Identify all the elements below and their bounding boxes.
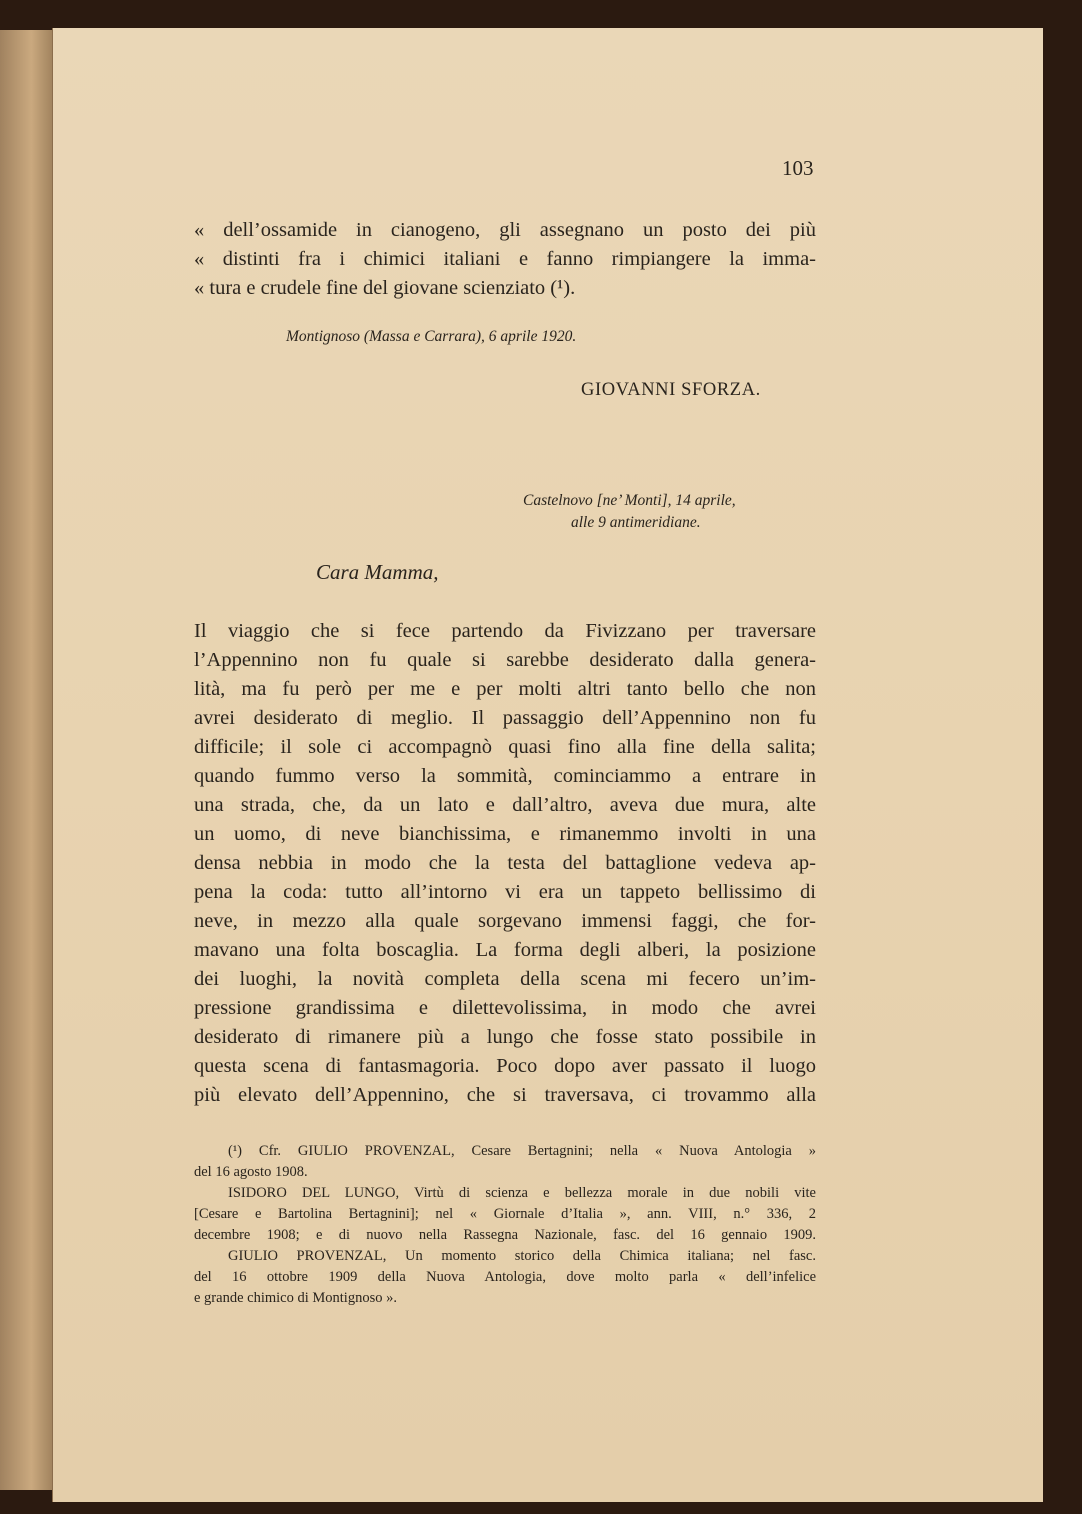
footnote-line: del 16 ottobre 1909 della Nuova Antologia, dove molto parla « dell’infelice (194, 1269, 816, 1285)
dateline-castelnovo-line2: alle 9 antimeridiane. (571, 514, 701, 531)
letter-line: dei luoghi, la novità completa della scena mi fecero un’im- (194, 968, 816, 990)
footnote-line: (¹) Cfr. GIULIO PROVENZAL, Cesare Bertagnini; nella « Nuova Antologia » (228, 1143, 816, 1159)
previous-page-edge (0, 30, 52, 1490)
quote-line: « distinti fra i chimici italiani e fanno rimpiangere la imma- (194, 248, 816, 270)
letter-line: desiderato di rimanere più a lungo che fosse stato possibile in (194, 1026, 816, 1048)
letter-line: densa nebbia in modo che la testa del battaglione vedeva ap- (194, 852, 816, 874)
letter-line: difficile; il sole ci accompagnò quasi fino alla fine della salita; (194, 736, 816, 758)
letter-line: Il viaggio che si fece partendo da Fivizzano per traversare (194, 620, 816, 642)
letter-line: lità, ma fu però per me e per molti altri tanto bello che non (194, 678, 816, 700)
footnote-line: decembre 1908; e di nuovo nella Rassegna Nazionale, fasc. del 16 gennaio 1909. (194, 1227, 816, 1243)
letter-line: neve, in mezzo alla quale sorgevano immensi faggi, che for- (194, 910, 816, 932)
letter-line: un uomo, di neve bianchissima, e rimanemmo involti in una (194, 823, 816, 845)
page-number: 103 (782, 156, 814, 180)
letter-line: l’Appennino non fu quale si sarebbe desiderato dalla genera- (194, 649, 816, 671)
quote-line: « tura e crudele fine del giovane scienziato (¹). (194, 277, 576, 299)
letter-line: avrei desiderato di meglio. Il passaggio dell’Appennino non fu (194, 707, 816, 729)
footnote-line: [Cesare e Bartolina Bertagnini]; nel « Giornale d’Italia », ann. VIII, n.° 336, 2 (194, 1206, 816, 1222)
letter-line: più elevato dell’Appennino, che si traversava, ci trovammo alla (194, 1084, 816, 1106)
footnote-line: ISIDORO DEL LUNGO, Virtù di scienza e bellezza morale in due nobili vite (228, 1185, 816, 1201)
footnote-line: GIULIO PROVENZAL, Un momento storico della Chimica italiana; nel fasc. (228, 1248, 816, 1264)
letter-line: pena la coda: tutto all’intorno vi era un tappeto bellissimo di (194, 881, 816, 903)
dateline-montignoso: Montignoso (Massa e Carrara), 6 aprile 1920. (286, 328, 577, 345)
salutation: Cara Mamma, (316, 560, 439, 584)
signature: GIOVANNI SFORZA. (581, 380, 761, 400)
footnote-line: del 16 agosto 1908. (194, 1164, 308, 1180)
letter-line: mavano una folta boscaglia. La forma degli alberi, la posizione (194, 939, 816, 961)
dateline-castelnovo-line1: Castelnovo [ne’ Monti], 14 aprile, (523, 492, 736, 509)
letter-line: pressione grandissima e dilettevolissima, in modo che avrei (194, 997, 816, 1019)
letter-line: una strada, che, da un lato e dall’altro, aveva due mura, alte (194, 794, 816, 816)
letter-line: questa scena di fantasmagoria. Poco dopo aver passato il luogo (194, 1055, 816, 1077)
letter-line: quando fummo verso la sommità, cominciammo a entrare in (194, 765, 816, 787)
footnote-line: e grande chimico di Montignoso ». (194, 1290, 397, 1306)
quote-line: « dell’ossamide in cianogeno, gli assegnano un posto dei più (194, 219, 816, 241)
